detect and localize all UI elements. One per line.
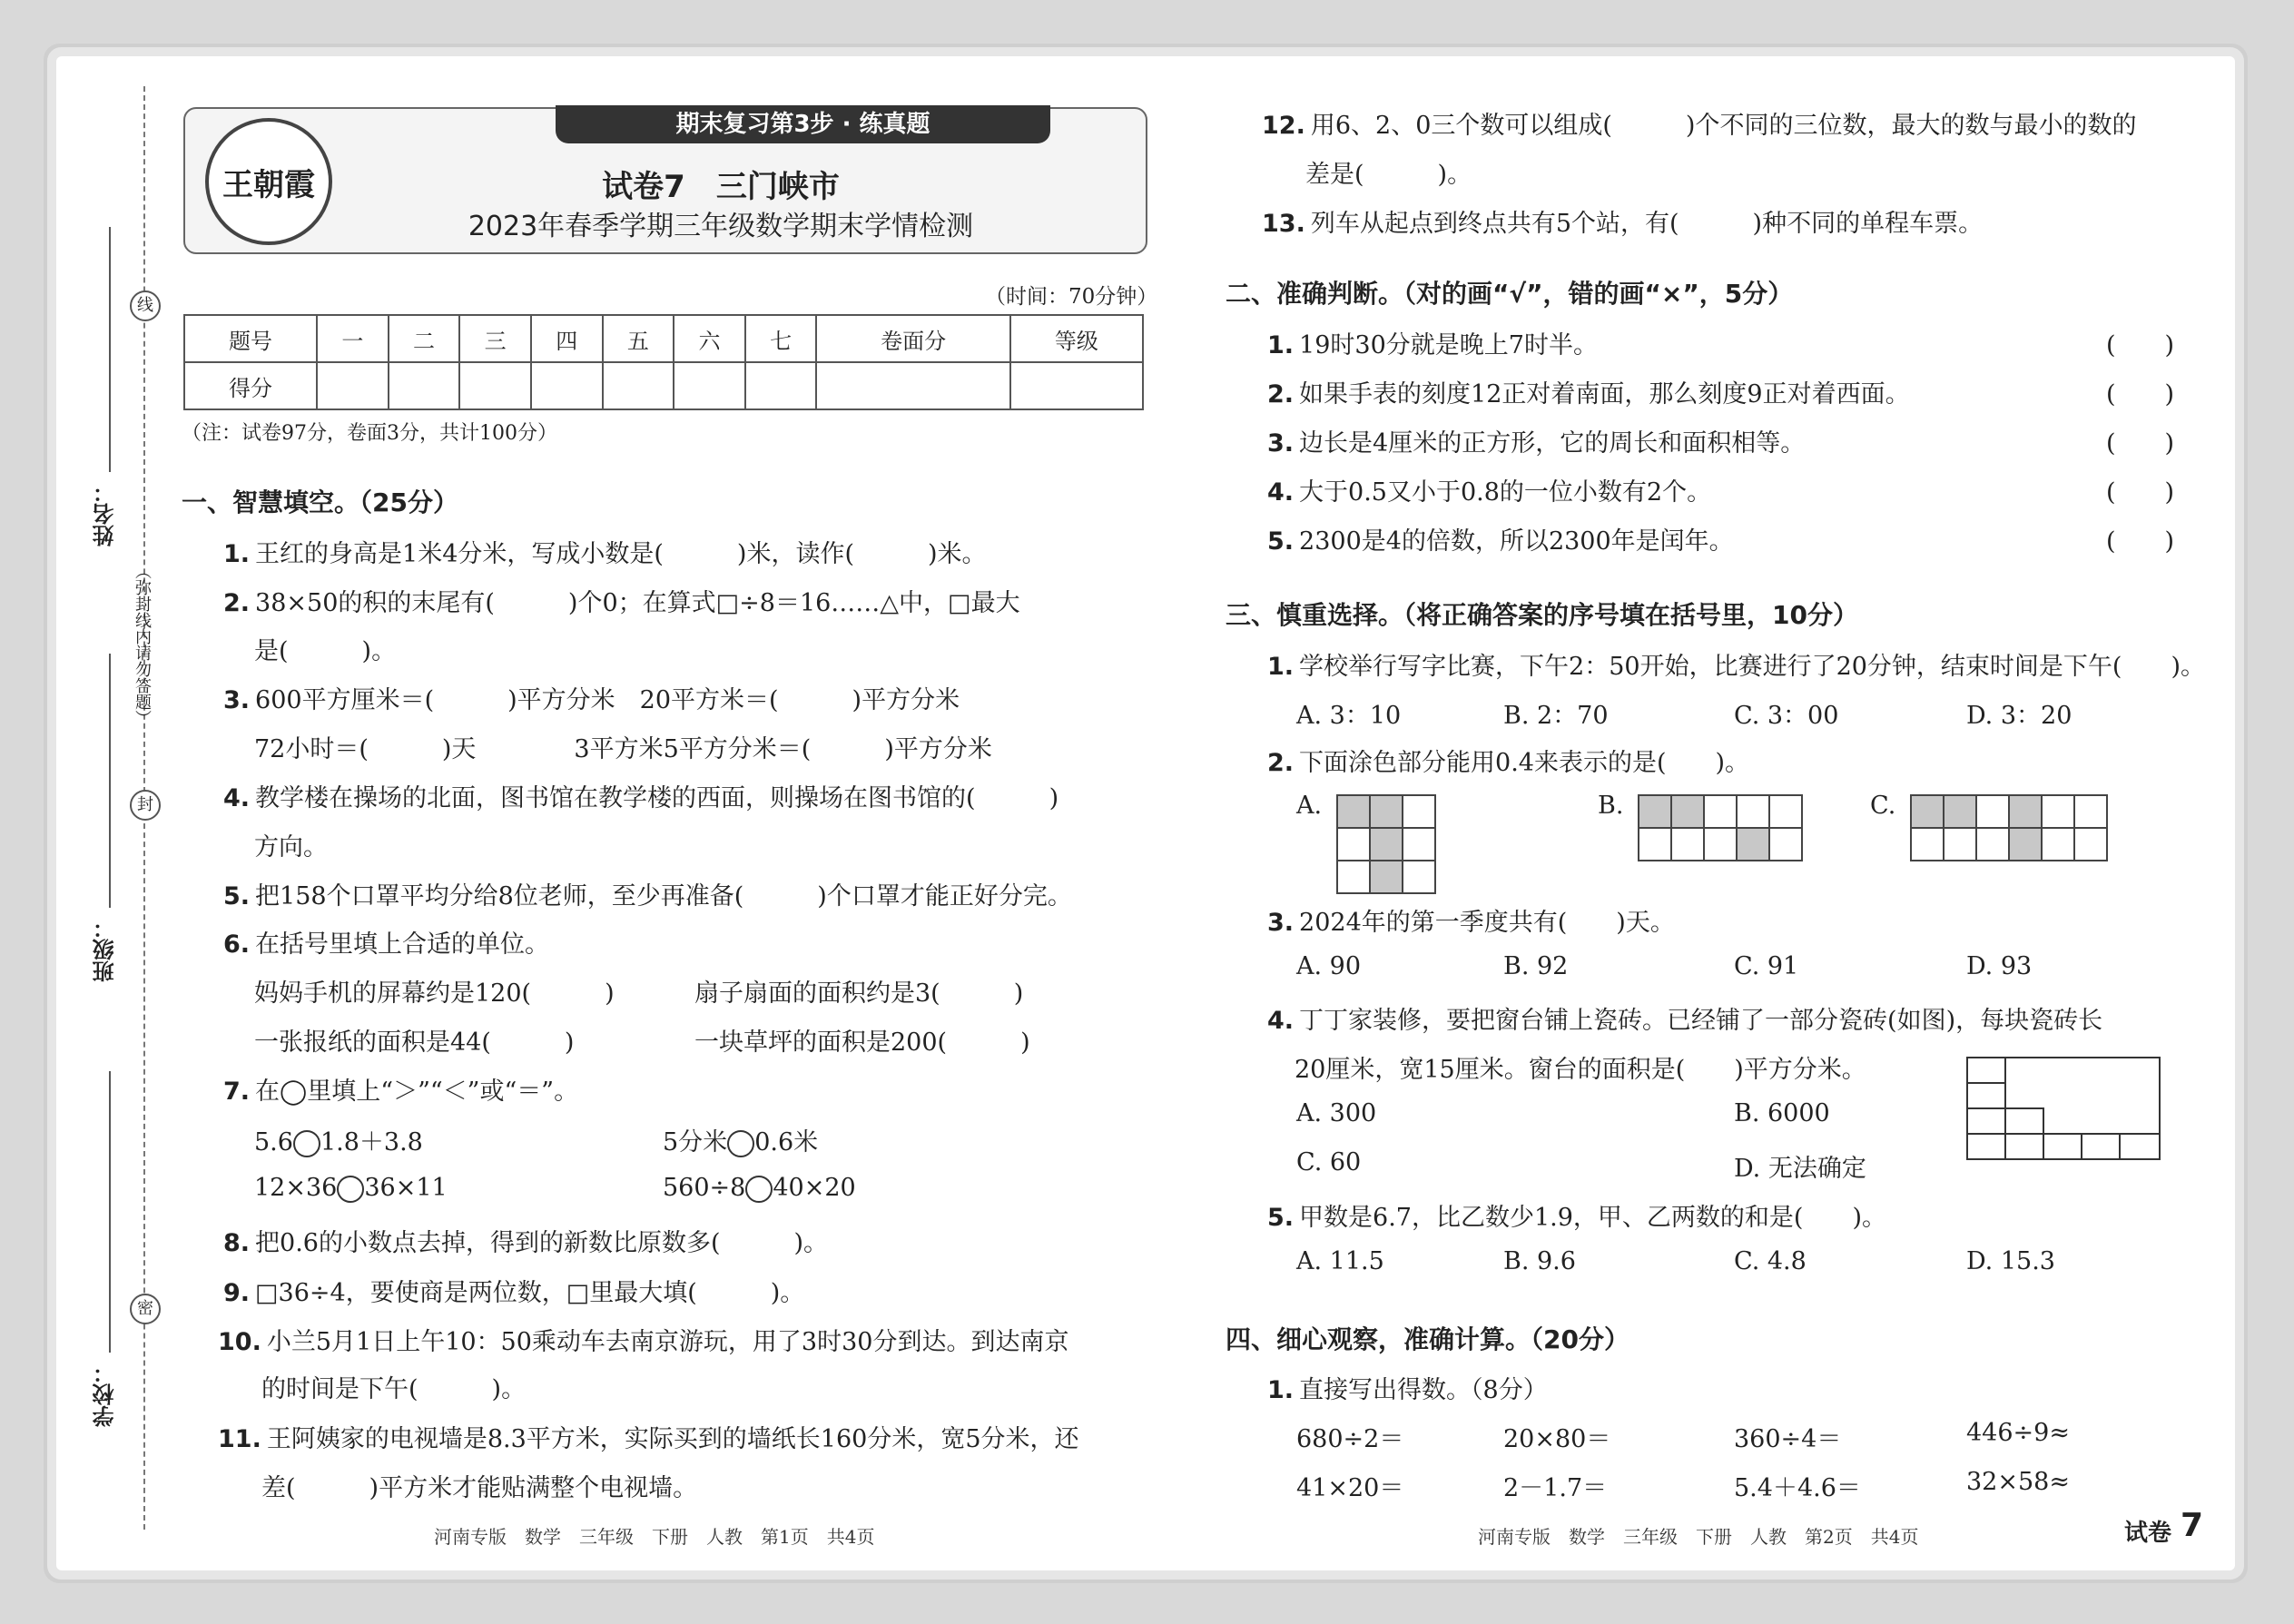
compare-left: 560÷8 xyxy=(663,1174,746,1202)
question-number: 4. xyxy=(1267,478,1295,507)
question-number: 4. xyxy=(223,784,251,812)
calc-item: 20×80＝ xyxy=(1503,1425,1611,1453)
q1-3 xyxy=(223,680,960,715)
score-header-cell: 等级 xyxy=(1010,315,1143,362)
question-text: 19时30分就是晚上7时半。 xyxy=(1299,331,1598,359)
question-text: 把0.6的小数点去掉，得到的新数比原数多( )。 xyxy=(255,1229,829,1257)
choice-option[interactable]: C. 4.8 xyxy=(1734,1247,1807,1275)
question-text: 学校举行写字比赛，下午2：50开始，比赛进行了20分钟，结束时间是下午( )。 xyxy=(1299,653,2206,681)
choice-4-cont: 20厘米，宽15厘米。窗台的面积是( )平方分米。 xyxy=(1295,1056,1866,1084)
binding-mark-line: 线 xyxy=(130,290,161,321)
q1-2-cont: 是( )。 xyxy=(254,637,397,665)
question-text: 教学楼在操场的北面，图书馆在教学楼的西面，则操场在图书馆的( ) xyxy=(255,784,1059,812)
q1-6 xyxy=(223,924,549,960)
q1-4 xyxy=(223,778,1058,813)
choice-2-label-b[interactable]: B. xyxy=(1598,792,1624,820)
brand-logo xyxy=(205,118,332,245)
judge-1 xyxy=(1267,325,1598,360)
compare-circle[interactable] xyxy=(293,1130,320,1157)
question-text: 把158个口罩平均分给8位老师，至少再准备( )个口罩才能正好分完。 xyxy=(255,882,1072,910)
q1-13 xyxy=(1262,203,1983,239)
question-number: 5. xyxy=(1267,1204,1295,1232)
score-header-cell: 七 xyxy=(745,315,817,362)
class-label: 班级： xyxy=(93,917,118,982)
question-number: 5. xyxy=(1267,527,1295,556)
q1-1 xyxy=(223,534,987,569)
question-text: 王红的身高是1米4分米，写成小数是( )米，读作( )米。 xyxy=(255,540,987,568)
judge-answer-paren[interactable]: ( ) xyxy=(2106,478,2175,507)
section4-title: 四、细心观察，准确计算。（20分） xyxy=(1226,1324,1629,1354)
choice-option[interactable]: B. 9.6 xyxy=(1503,1247,1576,1275)
windowsill-tile-figure xyxy=(1966,1057,2161,1160)
choice-2-label-a[interactable]: A. xyxy=(1296,792,1323,820)
q1-2 xyxy=(223,583,1020,618)
score-note: （注：试卷97分，卷面3分，共计100分） xyxy=(182,422,557,445)
question-number: 2. xyxy=(1267,749,1295,777)
q1-10-cont: 的时间是下午( )。 xyxy=(261,1375,527,1403)
shaded-grid-b xyxy=(1638,794,1803,861)
question-text: 600平方厘米＝( )平方分米 20平方米＝( )平方分米 xyxy=(255,686,960,714)
score-header-cell: 二 xyxy=(389,315,460,362)
question-number: 1. xyxy=(1267,331,1295,359)
score-cell[interactable] xyxy=(459,362,531,409)
q1-5 xyxy=(223,876,1072,911)
choice-option[interactable]: A. 11.5 xyxy=(1296,1247,1384,1275)
q1-12 xyxy=(1262,105,2136,141)
q1-7 xyxy=(223,1071,578,1107)
choice-option[interactable]: B. 6000 xyxy=(1734,1099,1830,1127)
score-cell[interactable] xyxy=(317,362,389,409)
question-number: 10. xyxy=(218,1328,261,1356)
footer-paper-label: 试卷 xyxy=(2124,1520,2172,1547)
school-field[interactable] xyxy=(109,1071,111,1353)
score-header-cell: 六 xyxy=(674,315,745,362)
question-number: 1. xyxy=(223,540,251,568)
choice-3 xyxy=(1267,902,1675,938)
question-text: 用6、2、0三个数可以组成( )个不同的三位数，最大的数与最小的数的 xyxy=(1310,112,2137,140)
compare-left: 5分米 xyxy=(663,1128,728,1156)
section3-title: 三、慎重选择。（将正确答案的序号填在括号里，10分） xyxy=(1226,600,1858,630)
score-header-cell: 卷面分 xyxy=(816,315,1009,362)
choice-4 xyxy=(1267,1000,2102,1036)
q1-3-cont: 72小时＝( )天 3平方米5平方分米＝( )平方分米 xyxy=(254,735,992,763)
shaded-grid-a xyxy=(1336,794,1436,894)
compare-left: 5.6 xyxy=(254,1128,293,1156)
score-header-cell: 三 xyxy=(459,315,531,362)
choice-2 xyxy=(1267,743,1749,778)
choice-option[interactable]: B. 2：70 xyxy=(1503,702,1609,730)
question-text: □36÷4，要使商是两位数，□里最大填( )。 xyxy=(255,1279,805,1307)
question-text: 边长是4厘米的正方形，它的周长和面积相等。 xyxy=(1299,429,1806,458)
choice-1 xyxy=(1267,646,2205,682)
shaded-grid-c xyxy=(1910,794,2108,861)
exam-title: 试卷7 三门峡市 xyxy=(602,169,840,205)
score-header-cell: 一 xyxy=(317,315,389,362)
compare-left: 12×36 xyxy=(254,1174,338,1202)
question-number: 11. xyxy=(218,1425,261,1453)
exam-subtitle: 2023年春季学期三年级数学期末学情检测 xyxy=(468,211,974,242)
compare-circle[interactable] xyxy=(337,1176,364,1203)
judge-5 xyxy=(1267,521,1734,556)
choice-option[interactable]: C. 91 xyxy=(1734,952,1799,980)
q1-6c: 一张报纸的面积是44( ) xyxy=(254,1029,575,1057)
question-text: 甲数是6.7，比乙数少1.9，甲、乙两数的和是( )。 xyxy=(1299,1204,1886,1232)
question-text: 下面涂色部分能用0.4来表示的是( )。 xyxy=(1299,749,1750,777)
judge-4 xyxy=(1267,472,1711,507)
question-text: 丁丁家装修，要把窗台铺上瓷砖。已经铺了一部分瓷砖(如图)，每块瓷砖长 xyxy=(1299,1007,2103,1035)
score-table-header-row xyxy=(184,315,1143,362)
question-text: 在括号里填上合适的单位。 xyxy=(255,930,550,959)
q1-8 xyxy=(223,1223,828,1258)
question-number: 7. xyxy=(223,1078,251,1106)
question-text: 2024年的第一季度共有( )天。 xyxy=(1299,909,1675,937)
score-cell[interactable] xyxy=(674,362,745,409)
q1-4-cont: 方向。 xyxy=(254,833,328,861)
compare-circle[interactable] xyxy=(727,1130,754,1157)
compare-right: 40×20 xyxy=(773,1174,856,1202)
choice-option[interactable]: B. 92 xyxy=(1503,952,1569,980)
score-header-cell: 四 xyxy=(531,315,603,362)
q1-11-cont: 差( )平方米才能贴满整个电视墙。 xyxy=(261,1474,698,1502)
question-number: 8. xyxy=(223,1229,251,1257)
question-text: 如果手表的刻度12正对着南面，那么刻度9正对着西面。 xyxy=(1299,380,1910,408)
question-text: 列车从起点到终点共有5个站，有( )种不同的单程车票。 xyxy=(1310,210,1984,238)
question-text: 38×50的积的末尾有( )个0；在算式□÷8＝16……△中，□最大 xyxy=(255,589,1020,617)
compare-right: 0.6米 xyxy=(754,1128,819,1156)
choice-option[interactable]: A. 300 xyxy=(1296,1099,1377,1127)
choice-option[interactable]: D. 15.3 xyxy=(1966,1247,2055,1275)
calc-item: 680÷2＝ xyxy=(1296,1425,1404,1453)
time-limit: （时间：70分钟） xyxy=(985,285,1158,309)
q1-6a: 妈妈手机的屏幕约是120( ) xyxy=(254,979,615,1008)
question-number: 13. xyxy=(1262,210,1305,238)
score-cell[interactable] xyxy=(389,362,460,409)
binding-mark-dense: 密 xyxy=(130,1294,161,1324)
score-table-score-row xyxy=(184,362,1143,409)
choice-option[interactable]: D. 无法确定 xyxy=(1734,1155,1866,1183)
calc-item: 446÷9≈ xyxy=(1966,1419,2070,1447)
compare-right: 1.8＋3.8 xyxy=(320,1128,423,1156)
footer-right: 河南专版 数学 三年级 下册 人教 第2页 共4页 xyxy=(1478,1526,1919,1548)
name-field[interactable] xyxy=(109,227,111,472)
compare-right: 36×11 xyxy=(364,1174,448,1202)
judge-answer-paren[interactable]: ( ) xyxy=(2106,331,2175,359)
section1-title: 一、智慧填空。（25分） xyxy=(182,487,458,517)
compare-circle[interactable] xyxy=(745,1176,773,1203)
score-cell[interactable] xyxy=(816,362,1009,409)
question-number: 5. xyxy=(223,882,251,910)
judge-answer-paren[interactable]: ( ) xyxy=(2106,380,2175,408)
question-text: 王阿姨家的电视墙是8.3平方米，实际买到的墙纸长160分米，宽5分米，还 xyxy=(266,1425,1079,1453)
choice-option[interactable]: D. 93 xyxy=(1966,952,2033,980)
footer-left: 河南专版 数学 三年级 下册 人教 第1页 共4页 xyxy=(434,1526,875,1548)
score-cell[interactable] xyxy=(745,362,817,409)
question-number: 6. xyxy=(223,930,251,959)
question-number: 9. xyxy=(223,1279,251,1307)
q1-11 xyxy=(218,1419,1079,1454)
question-number: 2. xyxy=(1267,380,1295,408)
q1-12-cont: 差是( )。 xyxy=(1305,161,1472,189)
judge-2 xyxy=(1267,374,1910,409)
choice-option[interactable]: A. 3：10 xyxy=(1296,702,1402,730)
q1-9 xyxy=(223,1273,804,1308)
name-label: 姓名： xyxy=(93,481,118,546)
calc-item: 2－1.7＝ xyxy=(1503,1474,1608,1502)
choice-option[interactable]: C. 3：00 xyxy=(1734,702,1839,730)
choice-option[interactable]: A. 90 xyxy=(1296,952,1362,980)
choice-option[interactable]: D. 3：20 xyxy=(1966,702,2072,730)
q1-7c xyxy=(254,1174,448,1203)
review-step-tag: 期末复习第3步 · 练真题 xyxy=(556,105,1050,143)
q1-7a xyxy=(254,1122,423,1157)
score-header-cell: 题号 xyxy=(184,315,317,362)
q1-6b: 扇子扇面的面积约是3( ) xyxy=(694,979,1024,1008)
choice-option[interactable]: C. 60 xyxy=(1296,1148,1362,1176)
calc-1 xyxy=(1267,1370,1548,1405)
binding-mark-seal: 封 xyxy=(130,790,161,821)
choice-5 xyxy=(1267,1197,1886,1233)
question-number: 3. xyxy=(223,686,251,714)
question-number: 4. xyxy=(1267,1007,1295,1035)
score-header-cell: 五 xyxy=(603,315,674,362)
footer-paper-number: 7 xyxy=(2181,1507,2204,1544)
question-number: 1. xyxy=(1267,1376,1295,1404)
class-field[interactable] xyxy=(109,654,111,908)
judge-answer-paren[interactable]: ( ) xyxy=(2106,429,2175,458)
score-row-label: 得分 xyxy=(184,362,317,409)
judge-3 xyxy=(1267,423,1805,458)
q1-7b xyxy=(663,1122,818,1157)
calc-item: 32×58≈ xyxy=(1966,1468,2070,1496)
score-cell[interactable] xyxy=(531,362,603,409)
calc-item: 41×20＝ xyxy=(1296,1474,1404,1502)
question-text: 2300是4的倍数，所以2300年是闰年。 xyxy=(1299,527,1734,556)
question-text: 直接写出得数。（8分） xyxy=(1299,1376,1548,1404)
exam-header xyxy=(183,107,1147,254)
q1-10 xyxy=(218,1322,1068,1357)
binding-note: （弥封线内请勿答题） xyxy=(133,563,152,726)
question-text: 大于0.5又小于0.8的一位小数有2个。 xyxy=(1299,478,1712,507)
question-number: 3. xyxy=(1267,909,1295,937)
q1-6d: 一块草坪的面积是200( ) xyxy=(694,1029,1030,1057)
question-number: 2. xyxy=(223,589,251,617)
score-cell[interactable] xyxy=(1010,362,1143,409)
score-table xyxy=(183,314,1144,410)
question-text: 在◯里填上“＞”“＜”或“＝”。 xyxy=(255,1078,579,1106)
calc-item: 360÷4＝ xyxy=(1734,1425,1842,1453)
score-cell[interactable] xyxy=(603,362,674,409)
calc-item: 5.4＋4.6＝ xyxy=(1734,1474,1861,1502)
brand-logo-text: 王朝霞 xyxy=(222,167,315,203)
question-number: 12. xyxy=(1262,112,1305,140)
section2-title: 二、准确判断。（对的画“√”，错的画“×”，5分） xyxy=(1226,279,1794,309)
q1-7d xyxy=(663,1174,856,1203)
choice-2-label-c[interactable]: C. xyxy=(1870,792,1896,820)
question-text: 小兰5月1日上午10：50乘动车去南京游玩，用了3时30分到达。到达南京 xyxy=(266,1328,1069,1356)
question-number: 1. xyxy=(1267,653,1295,681)
school-label: 学校： xyxy=(93,1362,118,1427)
judge-answer-paren[interactable]: ( ) xyxy=(2106,527,2175,556)
question-number: 3. xyxy=(1267,429,1295,458)
